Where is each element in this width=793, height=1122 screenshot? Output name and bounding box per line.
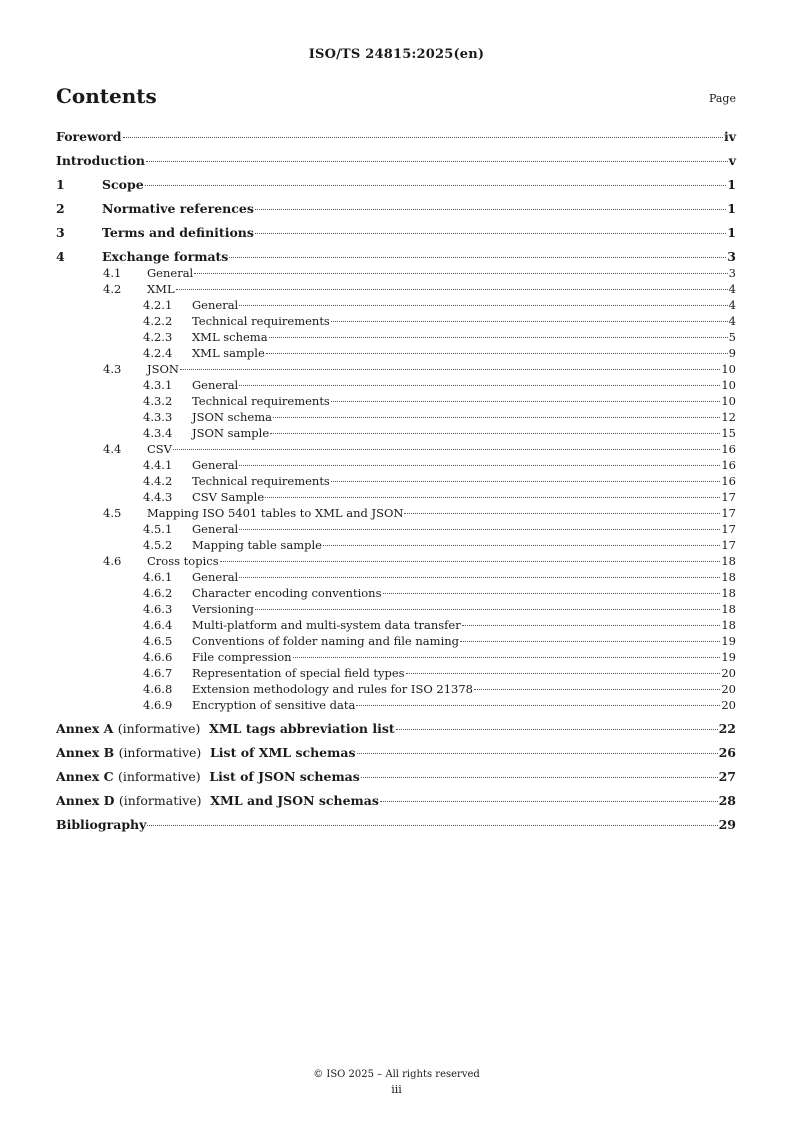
toc-entry-page: 17 <box>721 506 736 520</box>
toc-entry-4-5-2[interactable] <box>56 537 736 553</box>
page-footer <box>0 1067 793 1097</box>
toc-entry-title: Versioning <box>192 602 254 616</box>
toc-entry-title: General <box>192 378 239 392</box>
toc-entry-title: Foreword <box>56 129 122 144</box>
toc-entry-number: 4.6.2 <box>143 586 173 600</box>
toc-entry-4-6-5[interactable] <box>56 633 736 649</box>
toc-entry-title: Scope <box>102 177 144 192</box>
toc-entry-title: List of XML schemas <box>210 745 356 760</box>
toc-entry-page: 20 <box>721 698 736 712</box>
toc-entry-title: XML tags abbreviation list <box>209 721 395 736</box>
toc-entry-4-6-8[interactable] <box>56 681 736 697</box>
dot-leader <box>176 289 728 290</box>
dot-leader <box>462 625 721 626</box>
dot-leader <box>239 529 720 530</box>
toc-entry-number: 4.4.2 <box>143 474 173 488</box>
toc-entry-title: JSON schema <box>192 410 272 424</box>
toc-entry-number: 4.6.9 <box>143 698 173 712</box>
toc-entry-4-2-2[interactable] <box>56 313 736 329</box>
annex-label <box>56 769 360 785</box>
toc-entry-4-6-6[interactable] <box>56 649 736 665</box>
toc-entry-page: 3 <box>727 249 736 264</box>
toc-entry-number: 4.6.3 <box>143 602 173 616</box>
toc-entry-page: 15 <box>721 426 736 440</box>
annex-type: (informative) <box>117 721 201 736</box>
toc-entry-title: General <box>147 266 194 280</box>
toc-entry-4-2[interactable] <box>56 281 736 297</box>
toc-entry-4[interactable] <box>56 249 736 265</box>
toc-entry-title: Multi-platform and multi-system data transfer <box>192 618 461 632</box>
toc-entry-4-4-3[interactable] <box>56 489 736 505</box>
dot-leader <box>380 801 718 802</box>
dot-leader <box>323 545 720 546</box>
annex-letter: Annex D <box>56 793 115 808</box>
dot-leader <box>146 161 728 162</box>
toc-entry-page: 27 <box>718 769 736 784</box>
dot-leader <box>173 449 720 450</box>
toc-entry-number: 4 <box>56 249 65 264</box>
toc-entry-page: 18 <box>721 570 736 584</box>
annex-letter: Annex C <box>56 769 114 784</box>
toc-entry-4-2-1[interactable] <box>56 297 736 313</box>
toc-entry-number: 4.2 <box>103 282 122 296</box>
toc-entry-page: 1 <box>727 225 736 240</box>
dot-leader <box>220 561 721 562</box>
toc-entry-4-3-4[interactable] <box>56 425 736 441</box>
toc-entry-number: 4.5 <box>103 506 122 520</box>
annex-label <box>56 793 379 809</box>
toc-entry-annex-d[interactable] <box>56 793 736 809</box>
toc-entry-4-3-1[interactable] <box>56 377 736 393</box>
toc-entry-number: 4.3.3 <box>143 410 173 424</box>
toc-entry-number: 4.3.4 <box>143 426 173 440</box>
toc-entry-4-6[interactable] <box>56 553 736 569</box>
page-column-label: Page <box>708 92 736 105</box>
toc-entry-page: 17 <box>721 490 736 504</box>
dot-leader <box>266 353 728 354</box>
toc-entry-number: 4.6 <box>103 554 122 568</box>
toc-entry-number: 4.6.4 <box>143 618 173 632</box>
toc-entry-annex-a[interactable] <box>56 721 736 737</box>
toc-entry-page: 3 <box>728 266 736 280</box>
toc-entry-title: Encryption of sensitive data <box>192 698 356 712</box>
toc-entry-introduction[interactable] <box>56 153 736 169</box>
toc-entry-4-3-2[interactable] <box>56 393 736 409</box>
annex-letter: Annex A <box>56 721 114 736</box>
dot-leader <box>396 729 718 730</box>
dot-leader <box>270 433 720 434</box>
dot-leader <box>255 209 726 210</box>
toc-entry-number: 4.4.3 <box>143 490 173 504</box>
document-header: ISO/TS 24815:2025(en) <box>308 47 485 62</box>
toc-entry-page: 20 <box>721 666 736 680</box>
toc-entry-page: 17 <box>721 538 736 552</box>
toc-entry-title: Mapping ISO 5401 tables to XML and JSON <box>147 506 404 520</box>
toc-entry-title: General <box>192 298 239 312</box>
page-number: iii <box>391 1083 402 1096</box>
toc-entry-title: Introduction <box>56 153 146 168</box>
toc-entry-title: XML <box>147 282 175 296</box>
toc-entry-page: 26 <box>718 745 736 760</box>
toc-entry-title: General <box>192 458 239 472</box>
toc-entry-number: 2 <box>56 201 65 216</box>
dot-leader <box>293 657 721 658</box>
toc-entry-title: XML and JSON schemas <box>210 793 379 808</box>
dot-leader <box>269 337 728 338</box>
dot-leader <box>474 689 720 690</box>
toc-entry-title: Cross topics <box>147 554 219 568</box>
dot-leader <box>361 777 718 778</box>
toc-entry-page: 10 <box>721 362 736 376</box>
toc-entry-title: XML schema <box>192 330 268 344</box>
dot-leader <box>273 417 720 418</box>
toc-entry-title: Extension methodology and rules for ISO 21378 <box>192 682 473 696</box>
toc-entry-number: 4.2.3 <box>143 330 173 344</box>
toc-entry-title: General <box>192 522 239 536</box>
toc-entry-title: Terms and definitions <box>102 225 254 240</box>
toc-entry-page: 20 <box>721 682 736 696</box>
annex-label <box>56 721 395 737</box>
toc-entry-foreword[interactable] <box>56 129 736 145</box>
toc-entry-4-5-1[interactable] <box>56 521 736 537</box>
dot-leader <box>255 233 726 234</box>
toc-entry-4-6-9[interactable] <box>56 697 736 713</box>
dot-leader <box>265 497 720 498</box>
toc-entry-4-6-7[interactable] <box>56 665 736 681</box>
toc-entry-page: 18 <box>721 554 736 568</box>
table-of-contents <box>56 129 736 833</box>
toc-entry-number: 4.2.2 <box>143 314 173 328</box>
toc-entry-number: 4.3.2 <box>143 394 173 408</box>
toc-entry-number: 4.4 <box>103 442 122 456</box>
dot-leader <box>145 185 727 186</box>
toc-entry-page: 16 <box>721 442 736 456</box>
toc-entry-4-5[interactable] <box>56 505 736 521</box>
dot-leader <box>147 825 717 826</box>
toc-entry-annex-c[interactable] <box>56 769 736 785</box>
toc-entry-4-3[interactable] <box>56 361 736 377</box>
toc-entry-number: 4.2.1 <box>143 298 173 312</box>
toc-entry-page: 29 <box>718 817 736 832</box>
toc-entry-page: 4 <box>728 282 736 296</box>
contents-title-row <box>56 84 736 114</box>
toc-entry-title: Character encoding conventions <box>192 586 382 600</box>
toc-entry-number: 4.6.6 <box>143 650 173 664</box>
toc-entry-page: 18 <box>721 618 736 632</box>
toc-entry-number: 4.5.2 <box>143 538 173 552</box>
toc-entry-normative-references[interactable] <box>56 201 736 217</box>
toc-entry-title: Technical requirements <box>192 394 330 408</box>
dot-leader <box>239 305 727 306</box>
annex-type: (informative) <box>118 793 202 808</box>
dot-leader <box>239 465 720 466</box>
dot-leader <box>180 369 720 370</box>
toc-entry-4-1[interactable] <box>56 265 736 281</box>
toc-entry-number: 4.3 <box>103 362 122 376</box>
toc-entry-4-6-2[interactable] <box>56 585 736 601</box>
toc-entry-title: JSON sample <box>192 426 270 440</box>
dot-leader <box>229 257 726 258</box>
toc-entry-page: 16 <box>721 474 736 488</box>
annex-type: (informative) <box>118 745 202 760</box>
toc-entry-4-6-3[interactable] <box>56 601 736 617</box>
toc-entry-annex-b[interactable] <box>56 745 736 761</box>
dot-leader <box>383 593 721 594</box>
toc-entry-page: 1 <box>727 177 736 192</box>
toc-entry-4-3-3[interactable] <box>56 409 736 425</box>
toc-entry-page: iv <box>723 129 736 144</box>
toc-entry-4-2-4[interactable] <box>56 345 736 361</box>
dot-leader <box>239 577 720 578</box>
dot-leader <box>406 673 721 674</box>
toc-entry-number: 4.3.1 <box>143 378 173 392</box>
toc-entry-number: 4.5.1 <box>143 522 173 536</box>
toc-entry-title: CSV <box>147 442 172 456</box>
dot-leader <box>255 609 720 610</box>
toc-entry-4-4-1[interactable] <box>56 457 736 473</box>
dot-leader <box>331 321 728 322</box>
toc-entry-page: v <box>728 153 736 168</box>
toc-entry-number: 3 <box>56 225 65 240</box>
toc-entry-number: 4.1 <box>103 266 122 280</box>
toc-entry-title: Technical requirements <box>192 474 330 488</box>
toc-entry-page: 17 <box>721 522 736 536</box>
dot-leader <box>356 705 720 706</box>
toc-entry-number: 4.6.1 <box>143 570 173 584</box>
annex-type: (informative) <box>117 769 201 784</box>
toc-entry-bibliography[interactable] <box>56 817 736 833</box>
toc-entry-page: 4 <box>728 298 736 312</box>
toc-entry-page: 16 <box>721 458 736 472</box>
toc-entry-title: Technical requirements <box>192 314 330 328</box>
toc-entry-title: Bibliography <box>56 817 147 832</box>
toc-entry-number: 4.2.4 <box>143 346 173 360</box>
toc-section-4 <box>56 249 736 713</box>
toc-entry-title: File compression <box>192 650 292 664</box>
toc-entry-page: 19 <box>721 634 736 648</box>
toc-entry-title: CSV Sample <box>192 490 265 504</box>
dot-leader <box>239 385 720 386</box>
toc-entry-page: 22 <box>718 721 736 736</box>
toc-entry-title: List of JSON schemas <box>209 769 360 784</box>
toc-entry-terms-and-definitions[interactable] <box>56 225 736 241</box>
toc-entry-title: XML sample <box>192 346 265 360</box>
toc-entry-4-4[interactable] <box>56 441 736 457</box>
toc-entry-page: 10 <box>721 394 736 408</box>
toc-entry-number: 4.6.8 <box>143 682 173 696</box>
toc-entry-page: 19 <box>721 650 736 664</box>
toc-entry-page: 4 <box>728 314 736 328</box>
toc-entry-number: 4.4.1 <box>143 458 173 472</box>
toc-entry-4-2-3[interactable] <box>56 329 736 345</box>
dot-leader <box>194 273 727 274</box>
toc-entry-4-6-4[interactable] <box>56 617 736 633</box>
toc-entry-scope[interactable] <box>56 177 736 193</box>
toc-entry-title: JSON <box>147 362 179 376</box>
annex-letter: Annex B <box>56 745 115 760</box>
toc-entry-page: 10 <box>721 378 736 392</box>
toc-entry-title: Conventions of folder naming and file naming <box>192 634 460 648</box>
dot-leader <box>460 641 720 642</box>
annex-label <box>56 745 356 761</box>
toc-entry-page: 9 <box>728 346 736 360</box>
dot-leader <box>357 753 718 754</box>
dot-leader <box>331 401 721 402</box>
toc-entry-page: 18 <box>721 586 736 600</box>
dot-leader <box>331 481 721 482</box>
toc-entry-page: 12 <box>721 410 736 424</box>
toc-entry-number: 4.6.7 <box>143 666 173 680</box>
toc-entry-title: Exchange formats <box>102 249 229 264</box>
toc-entry-4-6-1[interactable] <box>56 569 736 585</box>
toc-entry-title: Mapping table sample <box>192 538 322 552</box>
toc-entry-number: 1 <box>56 177 65 192</box>
toc-entry-number: 4.6.5 <box>143 634 173 648</box>
toc-entry-title: General <box>192 570 239 584</box>
toc-entry-page: 5 <box>728 330 736 344</box>
toc-entry-page: 28 <box>718 793 736 808</box>
toc-entry-page: 1 <box>727 201 736 216</box>
toc-entry-title: Normative references <box>102 201 254 216</box>
dot-leader <box>123 137 723 138</box>
toc-entry-page: 18 <box>721 602 736 616</box>
toc-entry-title: Representation of special field types <box>192 666 405 680</box>
contents-title: Contents <box>56 84 157 108</box>
dot-leader <box>404 513 720 514</box>
copyright-notice: © ISO 2025 – All rights reserved <box>313 1069 480 1080</box>
toc-entry-4-4-2[interactable] <box>56 473 736 489</box>
